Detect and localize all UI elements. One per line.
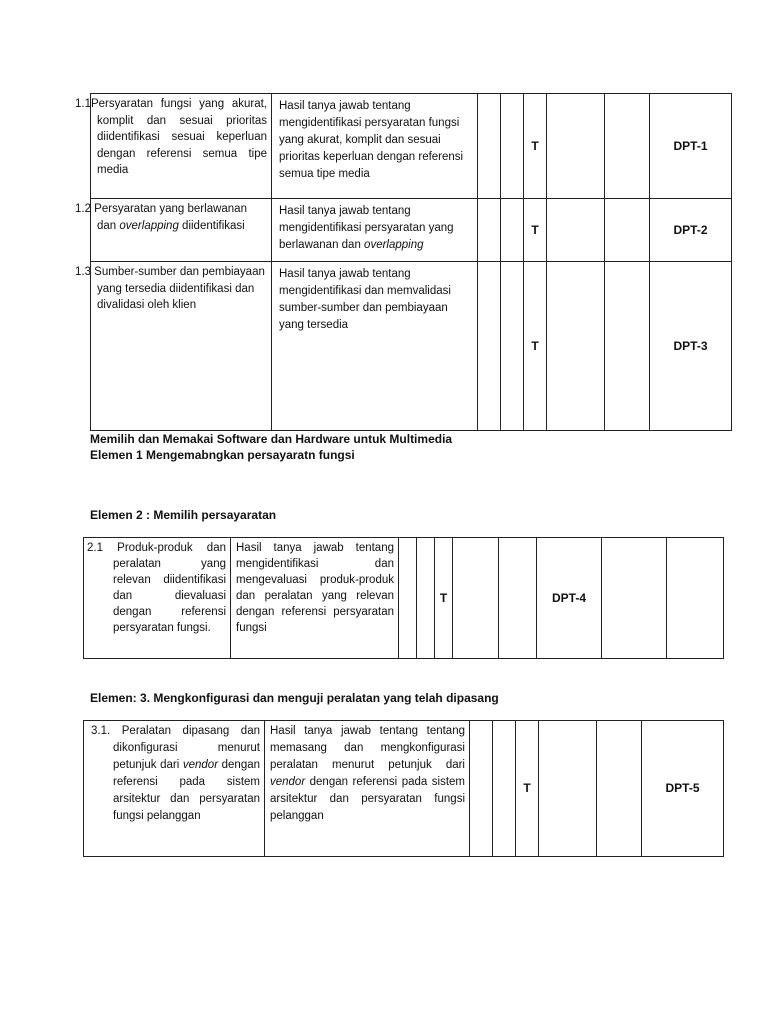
mark-cell: T: [435, 538, 453, 659]
check-cell: [417, 538, 435, 659]
evidence-cell: Hasil tanya jawab tentang mengidentifikasi persyaratan fungsi yang akurat, komplit dan sesuai prioritas keperluan dengan referensi semua tipe media: [272, 94, 478, 199]
check-cell: [539, 721, 597, 857]
check-cell: [478, 94, 501, 199]
check-cell: [453, 538, 499, 659]
check-cell: [478, 199, 501, 262]
assessment-table-element-1: [75, 93, 732, 431]
check-cell: [547, 199, 605, 262]
check-cell: [602, 538, 667, 659]
criteria-cell: 3.1. Peralatan dipasang dan dikonfigurasi menurut petunjuk dari vendor dengan referensi pada sistem arsitektur dan persyaratan fungsi pelanggan: [84, 721, 265, 857]
check-cell: [597, 721, 642, 857]
table-row: [84, 721, 724, 857]
check-cell: [399, 538, 417, 659]
code-cell: DPT-3: [650, 262, 732, 431]
check-cell: [493, 721, 516, 857]
check-cell: [470, 721, 493, 857]
check-cell: [547, 94, 605, 199]
code-cell: DPT-5: [642, 721, 724, 857]
unit-title: Memilih dan Memakai Software dan Hardware untuk Multimedia: [90, 432, 453, 446]
table-row: [91, 94, 732, 199]
criteria-cell: 1.3 Sumber-sumber dan pembiayaan yang tersedia diidentifikasi dan divalidasi oleh klien: [91, 262, 272, 431]
check-cell: [605, 94, 650, 199]
mark-cell: T: [524, 199, 547, 262]
check-cell: [478, 262, 501, 431]
check-cell: [547, 262, 605, 431]
code-cell: DPT-2: [650, 199, 732, 262]
check-cell: [605, 262, 650, 431]
code-cell: DPT-1: [650, 94, 732, 199]
code-cell: DPT-4: [537, 538, 602, 659]
evidence-cell: Hasil tanya jawab tentang mengidentifikasi dan memvalidasi sumber-sumber dan pembiayaan yang tersedia: [272, 262, 478, 431]
table-row: [91, 199, 732, 262]
table-row: [84, 538, 724, 659]
element-3-heading: Elemen: 3. Mengkonfigurasi dan menguji peralatan yang telah dipasang: [90, 691, 499, 705]
mark-cell: T: [524, 94, 547, 199]
evidence-cell: Hasil tanya jawab tentang mengidentifikasi persyaratan yang berlawanan dan overlapping: [272, 199, 478, 262]
evidence-cell: Hasil tanya jawab tentang tentang memasang dan mengkonfigurasi peralatan menurut petunjuk dari vendor dengan referensi pada sistem arsitektur dan persyaratan fungsi pelanggan: [265, 721, 470, 857]
criteria-cell: 1.2 Persyaratan yang berlawanan dan overlapping diidentifikasi: [91, 199, 272, 262]
criteria-cell: 2.1 Produk-produk dan peralatan yang relevan diidentifikasi dan dievaluasi dengan referensi persyaratan fungsi.: [84, 538, 231, 659]
check-cell: [501, 262, 524, 431]
element-1-heading: Elemen 1 Mengemabngkan persayaratn fungsi: [90, 448, 355, 462]
mark-cell: T: [516, 721, 539, 857]
check-cell: [605, 199, 650, 262]
check-cell: [499, 538, 537, 659]
criteria-cell: 1.1Persyaratan fungsi yang akurat, komplit dan sesuai prioritas diidentifikasi sesuai keperluan dengan referensi semua tipe media: [91, 94, 272, 199]
check-cell: [501, 94, 524, 199]
assessment-table-element-2: [83, 537, 724, 659]
check-cell: [667, 538, 724, 659]
table-row: [91, 262, 732, 431]
check-cell: [501, 199, 524, 262]
assessment-table-element-3: [83, 720, 724, 857]
mark-cell: T: [524, 262, 547, 431]
evidence-cell: Hasil tanya jawab tentang mengidentifikasi dan mengevaluasi produk-produk dan peralatan yang relevan dengan referensi persyaratan fungsi: [231, 538, 399, 659]
element-2-heading: Elemen 2 : Memilih persayaratan: [90, 508, 277, 522]
